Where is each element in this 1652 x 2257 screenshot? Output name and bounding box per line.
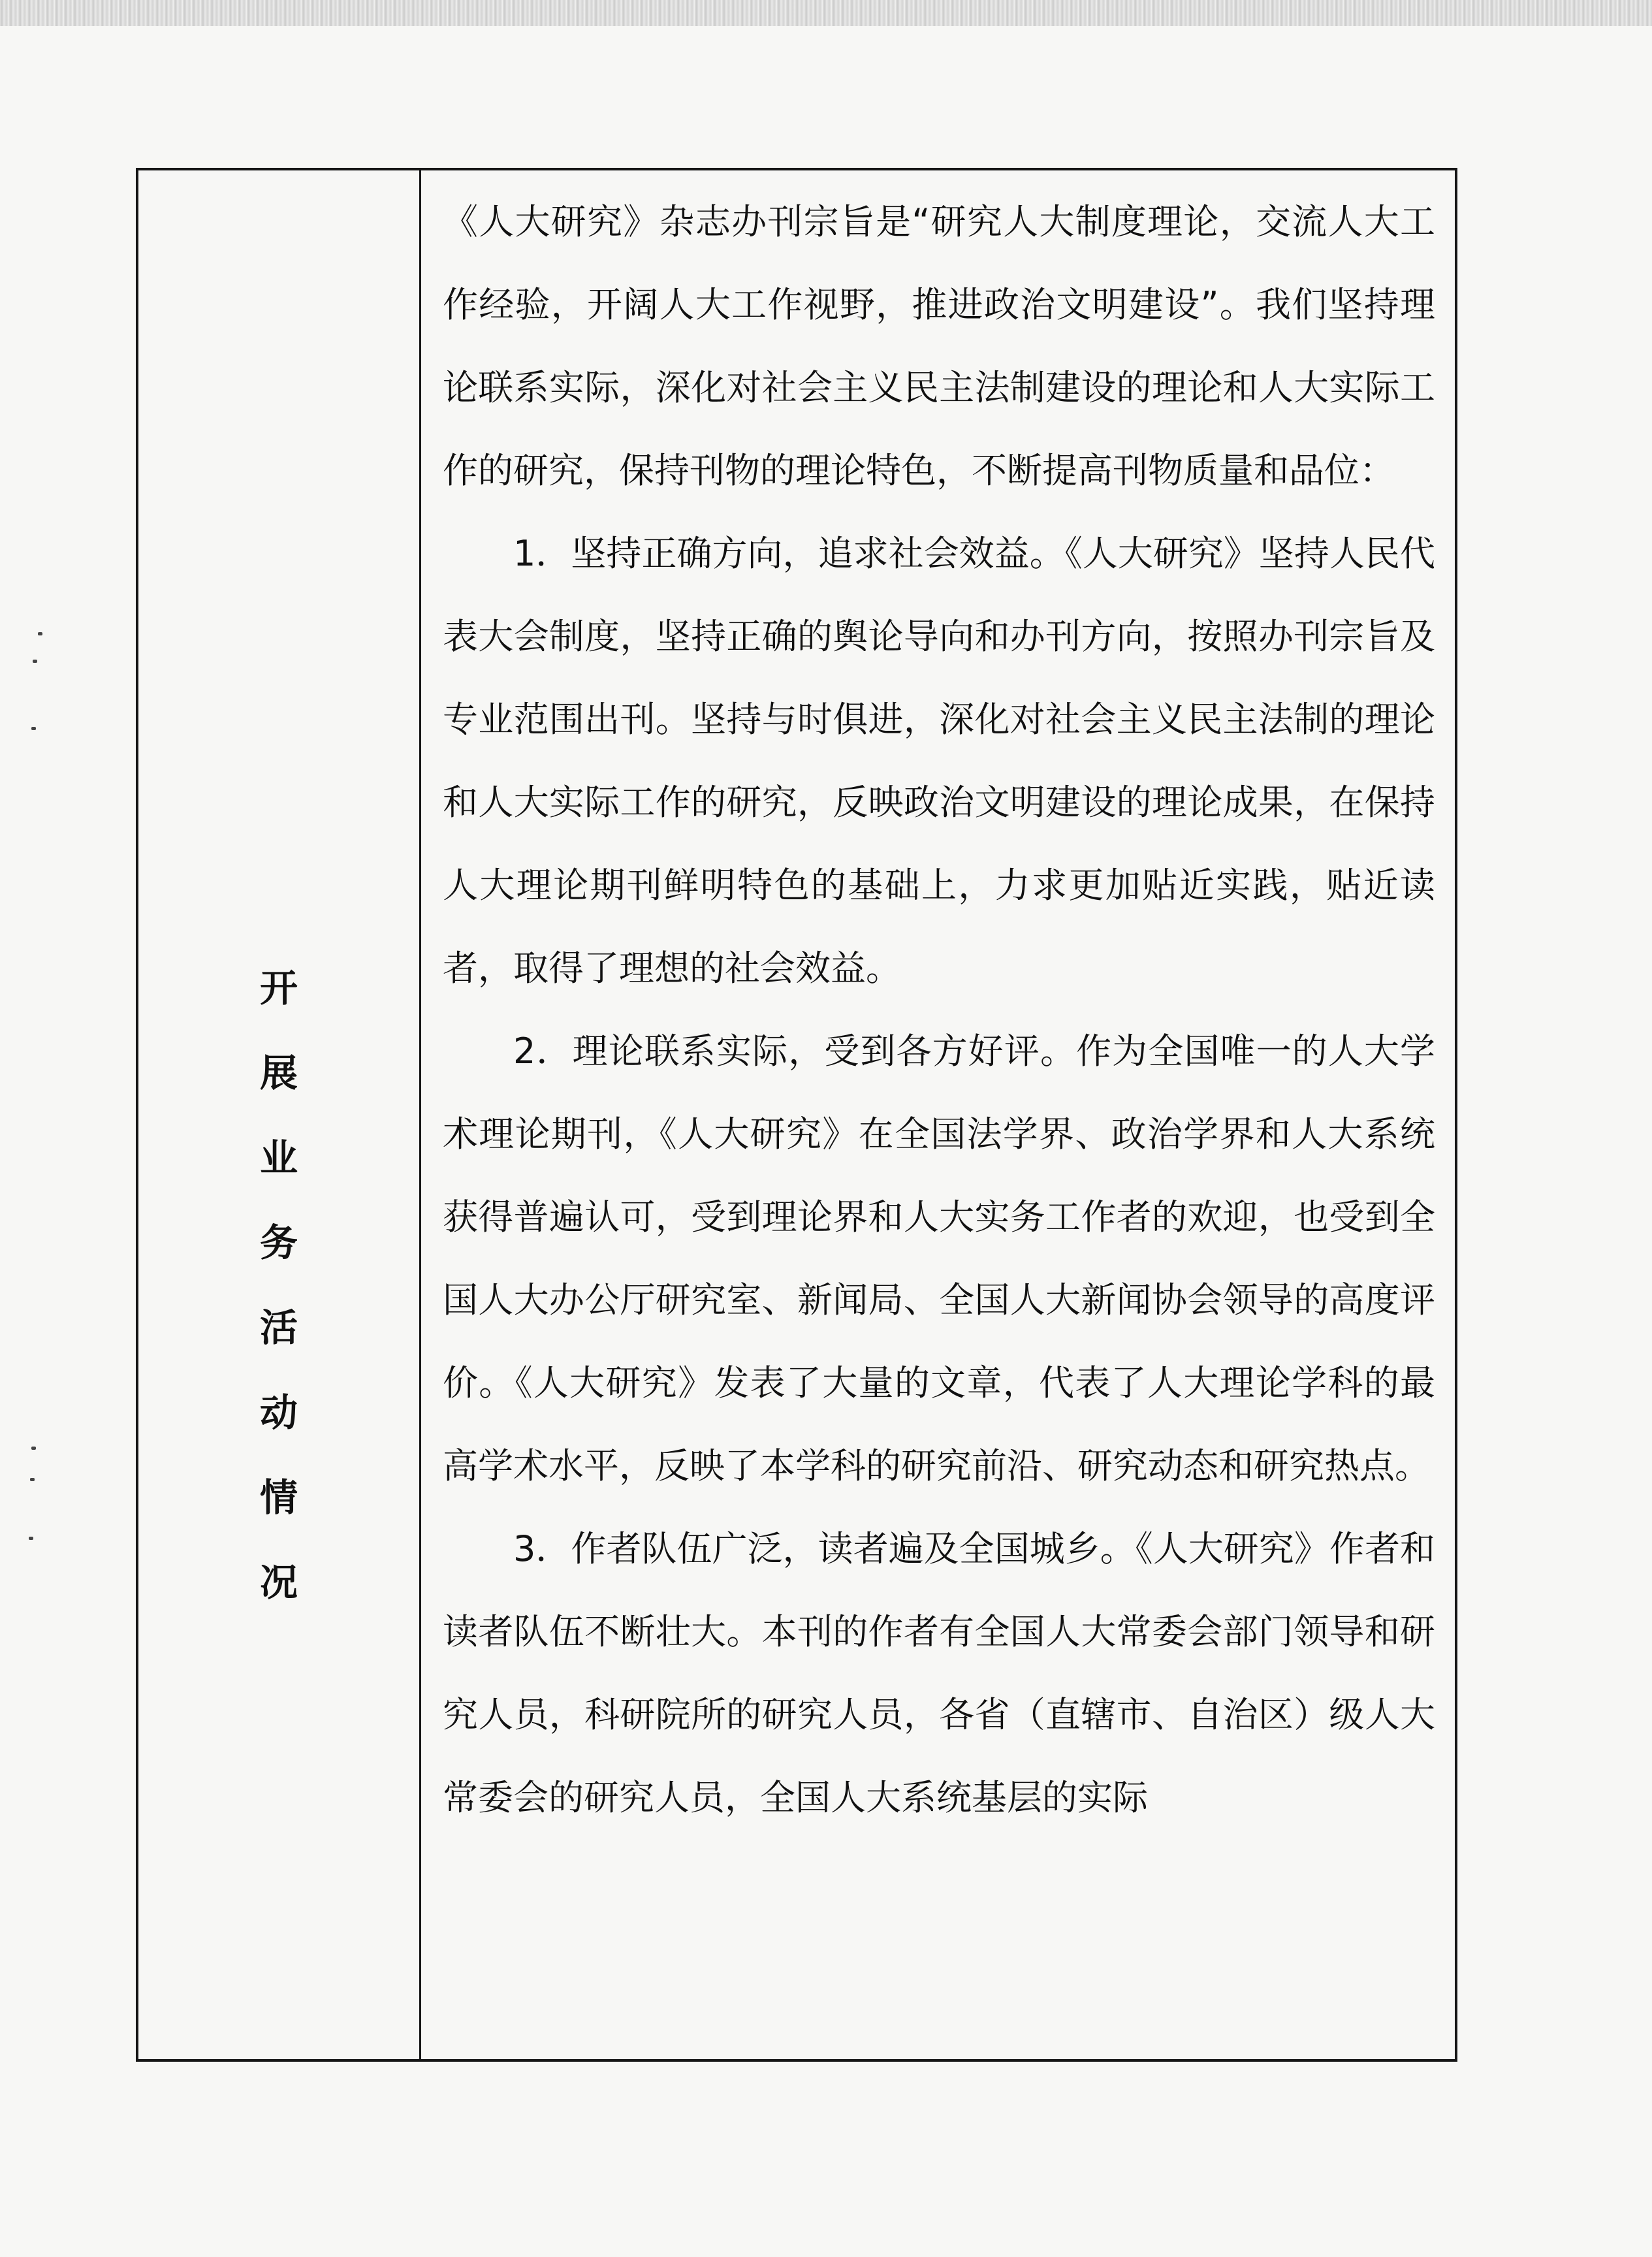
point-2-paragraph: 2．理论联系实际，受到各方好评。作为全国唯一的人大学术理论期刊，《人大研究》在全国法学界、政治学界和人大系统获得普遍认可，受到理论界和人大实务工作者的欢迎，也受到全国人大办公厅研究室、新闻局、全国人大新闻协会领导的高度评价。《人大研究》发表了大量的文章，代表了人大理论学科的最高学术水平，反映了本学科的研究前沿、研究动态和研究热点。 [443, 1031, 1435, 1486]
section-label-char: 活 [259, 1305, 298, 1350]
scan-speck [31, 1447, 36, 1450]
section-label-char: 展 [259, 1051, 298, 1095]
section-label-char: 况 [259, 1560, 298, 1605]
scan-edge-noise [0, 0, 1652, 26]
scan-speck [29, 1537, 33, 1540]
section-label-char: 务 [259, 1221, 298, 1265]
content-cell [421, 170, 1455, 2059]
intro-paragraph: 《人大研究》杂志办刊宗旨是“研究人大制度理论，交流人大工作经验，开阔人大工作视野，推进政治文明建设”。我们坚持理论联系实际，深化对社会主义民主法制建设的理论和人大实际工作的研究，保持刊物的理论特色，不断提高刊物质量和品位： [443, 201, 1435, 491]
point-3-paragraph: 3．作者队伍广泛，读者遍及全国城乡。《人大研究》作者和读者队伍不断壮大。本刊的作者有全国人大常委会部门领导和研究人员，科研院所的研究人员，各省（直辖市、自治区）级人大常委会的研究人员，全国人大系统基层的实际 [443, 1528, 1435, 1818]
scan-speck [38, 632, 42, 635]
scan-speck [30, 1478, 35, 1481]
point-1-paragraph: 1．坚持正确方向，追求社会效益。《人大研究》坚持人民代表大会制度，坚持正确的舆论导向和办刊方向，按照办刊宗旨及专业范围出刊。坚持与时俱进，深化对社会主义民主法制的理论和人大实际工作的研究，反映政治文明建设的理论成果，在保持人大理论期刊鲜明特色的基础上，力求更加贴近实践，贴近读者，取得了理想的社会效益。 [443, 533, 1435, 989]
section-label-cell [138, 170, 421, 2059]
form-table [136, 168, 1457, 2062]
section-label-char: 情 [259, 1475, 298, 1520]
scan-speck [31, 727, 36, 730]
scan-speck [33, 660, 37, 663]
section-label [138, 967, 419, 1646]
section-label-char: 开 [259, 966, 298, 1010]
section-label-char: 动 [259, 1390, 298, 1435]
section-label-char: 业 [259, 1136, 298, 1180]
